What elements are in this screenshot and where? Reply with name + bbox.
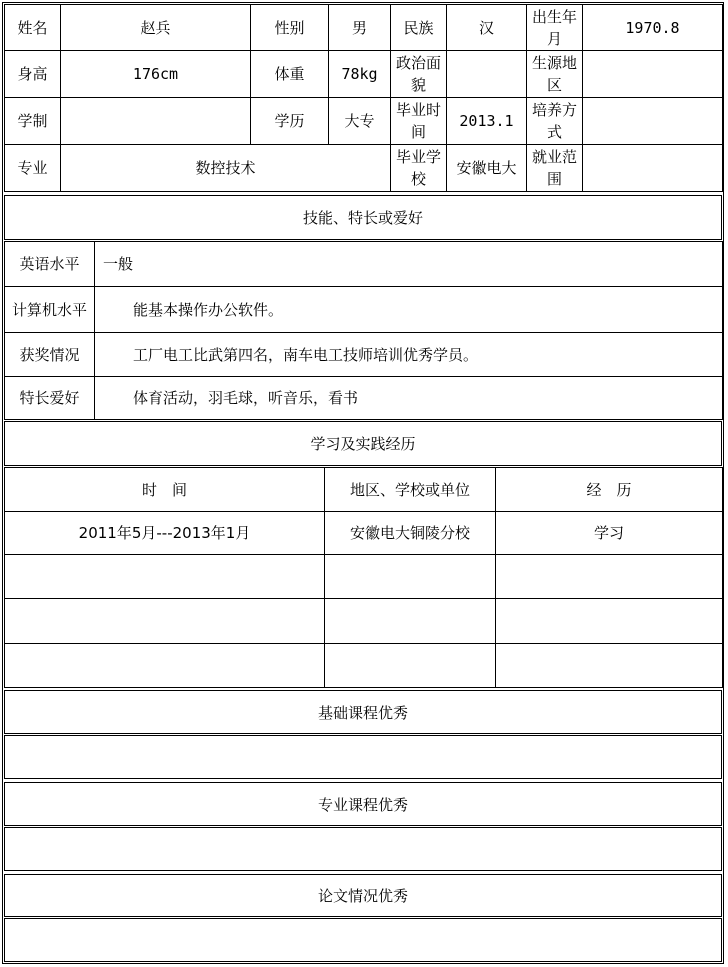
experience-header-place: 地区、学校或单位: [325, 468, 496, 512]
basic-courses-title: 基础课程优秀: [4, 690, 722, 734]
name-label: 姓名: [5, 5, 61, 51]
experience-time-cell: [5, 644, 325, 688]
experience-table: [4, 467, 723, 688]
graduation-value: 2013.1: [447, 98, 527, 145]
political-value: [447, 51, 527, 98]
height-value: 176cm: [61, 51, 251, 98]
awards-value: 工厂电工比武第四名，南车电工技师培训优秀学员。: [95, 333, 723, 377]
experience-detail-cell: [496, 644, 723, 688]
major-label: 专业: [5, 145, 61, 192]
graduation-label: 毕业时间: [391, 98, 447, 145]
experience-time-cell: [5, 599, 325, 644]
height-label: 身高: [5, 51, 61, 98]
schooling-value: [61, 98, 251, 145]
thesis-content: [4, 918, 722, 962]
school-value: 安徽电大: [447, 145, 527, 192]
experience-place-cell: [325, 644, 496, 688]
gender-value: 男: [329, 5, 391, 51]
experience-detail-cell: 学习: [496, 512, 723, 555]
education-label: 学历: [251, 98, 329, 145]
political-label: 政治面貌: [391, 51, 447, 98]
training-label: 培养方式: [527, 98, 583, 145]
english-level-value: 一般: [95, 242, 723, 287]
major-value: 数控技术: [61, 145, 391, 192]
experience-time-cell: [5, 555, 325, 599]
experience-place-cell: 安徽电大铜陵分校: [325, 512, 496, 555]
experience-detail-cell: [496, 599, 723, 644]
training-value: [583, 98, 723, 145]
schooling-label: 学制: [5, 98, 61, 145]
name-value: 赵兵: [61, 5, 251, 51]
ethnicity-value: 汉: [447, 5, 527, 51]
professional-courses-title: 专业课程优秀: [4, 782, 722, 826]
basic-courses-content: [4, 735, 722, 779]
gender-label: 性别: [251, 5, 329, 51]
awards-label: 获奖情况: [5, 333, 95, 377]
education-value: 大专: [329, 98, 391, 145]
school-label: 毕业学校: [391, 145, 447, 192]
skills-table: [4, 241, 723, 420]
origin-value: [583, 51, 723, 98]
hobbies-value: 体育活动，羽毛球，听音乐，看书: [95, 377, 723, 420]
english-level-label: 英语水平: [5, 242, 95, 287]
experience-place-cell: [325, 555, 496, 599]
weight-label: 体重: [251, 51, 329, 98]
experience-title: 学习及实践经历: [4, 421, 722, 466]
skills-title: 技能、特长或爱好: [4, 195, 722, 240]
ethnicity-label: 民族: [391, 5, 447, 51]
employment-label: 就业范围: [527, 145, 583, 192]
origin-label: 生源地区: [527, 51, 583, 98]
table-row: [5, 599, 723, 644]
table-row: [5, 555, 723, 599]
experience-header-time: 时 间: [5, 468, 325, 512]
experience-place-cell: [325, 599, 496, 644]
thesis-title: 论文情况优秀: [4, 874, 722, 917]
experience-header-experience: 经 历: [496, 468, 723, 512]
table-row: [5, 512, 723, 555]
experience-time-cell: 2011年5月---2013年1月: [5, 512, 325, 555]
table-row: [5, 644, 723, 688]
computer-level-value: 能基本操作办公软件。: [95, 287, 723, 333]
computer-level-label: 计算机水平: [5, 287, 95, 333]
birth-label: 出生年月: [527, 5, 583, 51]
weight-value: 78kg: [329, 51, 391, 98]
birth-value: 1970.8: [583, 5, 723, 51]
professional-courses-content: [4, 827, 722, 871]
employment-value: [583, 145, 723, 192]
personal-info-table: [4, 4, 723, 192]
experience-detail-cell: [496, 555, 723, 599]
hobbies-label: 特长爱好: [5, 377, 95, 420]
